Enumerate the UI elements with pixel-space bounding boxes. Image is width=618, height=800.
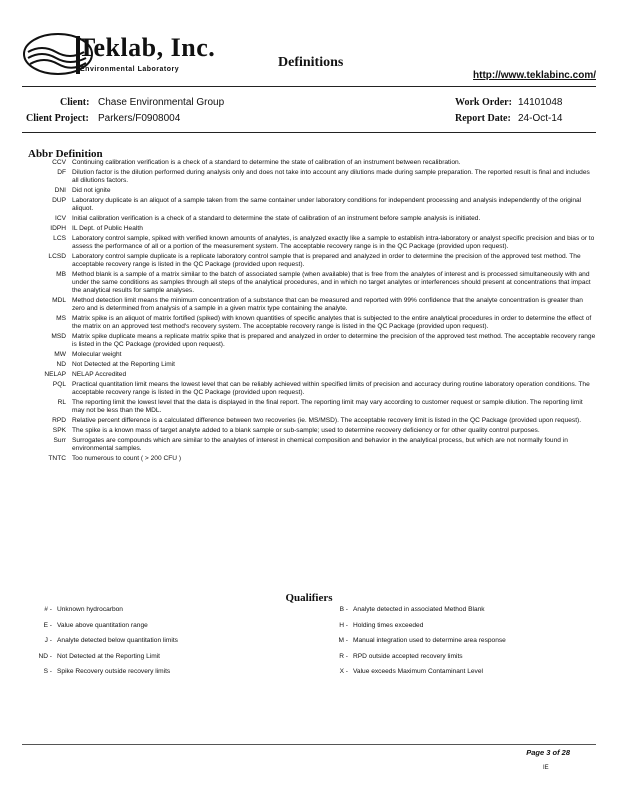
definition-abbr: MW (54, 351, 66, 358)
qualifier-row (22, 637, 178, 653)
definition-abbr: MB (56, 271, 66, 278)
definition-text: Initial calibration verification is a check of a standard to determine the state of calibration of an instrument before sample analysis is initiated. (72, 215, 481, 222)
definition-row (22, 297, 596, 313)
qualifiers-right-column (318, 606, 506, 684)
qualifier-code: E - (43, 621, 52, 629)
definition-text: Relative percent difference is a calculated difference between two recoveries (ie. MS/MSD). The acceptable recovery limit is listed in the QC Package (provided upon request). (72, 417, 582, 424)
header-divider (22, 86, 596, 87)
definition-text: Matrix spike duplicate means a replicate matrix spike that is prepared and analyzed in order to determine the precision of the approved test method. The acceptable recovery range is listed in the QC Package (provided upon request). (72, 333, 596, 348)
qualifier-code: ND - (38, 652, 52, 660)
definition-text: The reporting limit the lowest level that the data is displayed in the final report. The reporting limit may vary according to customer request or sample dilution. The reporting limit may not be less than the MDL. (72, 399, 583, 414)
qualifier-text: Manual integration used to determine area response (353, 637, 506, 644)
definition-abbr: ND (56, 361, 66, 368)
report-date-label: Report Date: (455, 113, 511, 124)
definition-abbr: NELAP (44, 371, 66, 378)
qualifier-row (318, 653, 506, 669)
definition-row (22, 427, 596, 435)
definition-text: IL Dept. of Public Health (72, 225, 143, 232)
definition-row (22, 455, 596, 463)
definition-row (22, 253, 596, 269)
qualifier-row (318, 668, 506, 684)
qualifier-row (22, 668, 178, 684)
qualifier-code: J - (44, 637, 52, 644)
qualifier-text: Analyte detected in associated Method Blank (353, 606, 485, 613)
definition-row (22, 333, 596, 349)
definition-abbr: RPD (52, 417, 66, 424)
definition-text: Did not ignite (72, 187, 111, 194)
qualifier-row (22, 606, 178, 622)
qualifier-row (318, 622, 506, 638)
qualifier-code: B - (339, 606, 348, 613)
definition-text: Practical quantitation limit means the lowest level that can be reliably achieved within specified limits of precision and accuracy during routine laboratory operation conditions. The acceptable recovery range is listed in the QC Package (provided upon request). (72, 381, 590, 396)
project-label: Client Project: (26, 113, 89, 124)
definition-row (22, 271, 596, 295)
logo-subtitle: Environmental Laboratory (80, 66, 180, 73)
definitions-heading: Abbr Definition (28, 148, 103, 160)
definition-abbr: LCS (53, 235, 66, 242)
definition-text: Surrogates are compounds which are similar to the analytes of interest in chemical composition and behavior in the analytical process, but which are not normally found in environmental samples. (72, 437, 568, 452)
definition-row (22, 159, 596, 167)
page-title: Definitions (278, 55, 344, 70)
qualifier-text: Spike Recovery outside recovery limits (57, 668, 171, 675)
definition-text: Laboratory control sample, spiked with verified known amounts of analytes, is analyzed exactly like a sample to establish intra-laboratory or analyst specific precision and bias or to assess the performance of all or a portion of the measurement system. The acceptable recovery range is in the QC Package (provided upon request). (72, 235, 595, 250)
qualifier-code: H - (339, 621, 348, 629)
definition-abbr: DUP (52, 197, 66, 204)
qualifier-text: Unknown hydrocarbon (57, 606, 123, 613)
definition-text: Laboratory duplicate is an aliquot of a sample taken from the same container under laboratory conditions for independent processing and analysis independently of the original aliquot. (72, 197, 582, 212)
definition-text: Not Detected at the Reporting Limit (72, 361, 175, 368)
definition-text: Method detection limit means the minimum concentration of a substance that can be measured and reported with 99% confidence that the analyte concentration is greater than zero and is determined from analysis of a sample in a given matrix type containing the analyte. (72, 297, 583, 312)
definition-row (22, 351, 596, 359)
definition-text: Too numerous to count ( > 200 CFU ) (72, 455, 182, 462)
qualifier-text: Not Detected at the Reporting Limit (57, 652, 160, 660)
client-label: Client: (60, 97, 90, 108)
definition-row (22, 399, 596, 415)
qualifier-text: Holding times exceeded (353, 621, 424, 629)
definition-abbr: MS (56, 315, 66, 322)
definition-row (22, 381, 596, 397)
definition-text: Dilution factor is the dilution performed during analysis only and does not take into account any dilutions made during sample preparation. The reported result is final and includes all dilutions factors. (72, 169, 590, 184)
definition-abbr: DNI (54, 187, 66, 194)
qualifier-row (318, 606, 506, 622)
definition-row (22, 417, 596, 425)
definition-abbr: MSD (51, 333, 66, 340)
definition-text: Continuing calibration verification is a check of a standard to determine the state of calibration of an instrument between recalibration. (72, 159, 461, 166)
footer-mark: IE (543, 765, 549, 771)
definition-abbr: MDL (52, 297, 66, 304)
definition-row (22, 371, 596, 379)
definition-text: Matrix spike is an aliquot of matrix fortified (spiked) with known quantities of specific analytes that is subjected to the entire analytical procedures in order to determine the effect of the matrix on an approved test method's recovery system. The acceptable recovery range is listed in the QC Package (provided upon request). (72, 315, 592, 330)
definition-row (22, 235, 596, 251)
definition-row (22, 215, 596, 223)
qualifier-row (22, 622, 178, 638)
qualifier-code: S - (43, 668, 52, 675)
definition-abbr: ICV (55, 215, 66, 222)
definition-row (22, 315, 596, 331)
definition-abbr: TNTC (48, 455, 66, 462)
qualifier-row (318, 637, 506, 653)
definitions-list (22, 159, 596, 465)
qualifier-text: Value above quantitation range (57, 621, 148, 629)
definition-row (22, 187, 596, 195)
work-order-value: 14101048 (518, 97, 563, 108)
qualifier-row (22, 653, 178, 669)
report-date-value: 24-Oct-14 (518, 113, 563, 124)
definition-abbr: Surr (53, 437, 66, 444)
definition-text: Method blank is a sample of a matrix similar to the batch of associated sample (when available) that is free from the analytes of interest and is processed simultaneously with and under the same conditions as samples through all steps of the analytical procedures, and in which no target analytes or interferences should present at concentrations that impact the analytical results for sample analyses. (72, 271, 591, 294)
qualifier-text: RPD outside accepted recovery limits (353, 652, 463, 660)
definition-abbr: IDPH (50, 225, 66, 232)
definition-row (22, 361, 596, 369)
qualifiers-left-column (22, 606, 178, 684)
definition-abbr: RL (57, 399, 66, 406)
definition-abbr: PQL (52, 381, 66, 388)
definition-row (22, 197, 596, 213)
definition-abbr: DF (57, 169, 66, 176)
definition-abbr: CCV (52, 159, 66, 166)
work-order-label: Work Order: (455, 97, 512, 108)
qualifier-text: Value exceeds Maximum Contaminant Level (353, 668, 483, 675)
project-value: Parkers/F0908004 (98, 113, 181, 124)
definition-row (22, 169, 596, 185)
definition-text: NELAP Accredited (72, 371, 127, 378)
website-link[interactable]: http://www.teklabinc.com/ (473, 70, 596, 81)
definition-row (22, 437, 596, 453)
client-value: Chase Environmental Group (98, 97, 225, 108)
qualifier-code: M - (338, 637, 348, 644)
qualifier-code: R - (339, 652, 348, 660)
definition-text: Molecular weight (72, 351, 122, 358)
footer-divider (22, 744, 596, 745)
definition-text: The spike is a known mass of target analyte added to a blank sample or sub-sample; used to determine recovery deficiency or for other quality control purposes. (72, 427, 540, 434)
definition-abbr: SPK (52, 427, 66, 434)
qualifiers-heading: Qualifiers (285, 592, 333, 604)
qualifier-text: Analyte detected below quantitation limits (57, 637, 178, 644)
definition-text: Laboratory control sample duplicate is a replicate laboratory control sample that is prepared and analyzed in order to determine the precision of the approved test method. The acceptable recovery range is listed in the QC Package (provided upon request). (72, 253, 581, 268)
qualifier-code: X - (339, 668, 348, 675)
logo-text: Teklab, Inc. (78, 33, 216, 62)
qualifier-code: # - (44, 606, 52, 613)
page-number: Page 3 of 28 (526, 748, 570, 757)
definition-row (22, 225, 596, 233)
info-divider (22, 132, 596, 133)
definition-abbr: LCSD (48, 253, 66, 260)
